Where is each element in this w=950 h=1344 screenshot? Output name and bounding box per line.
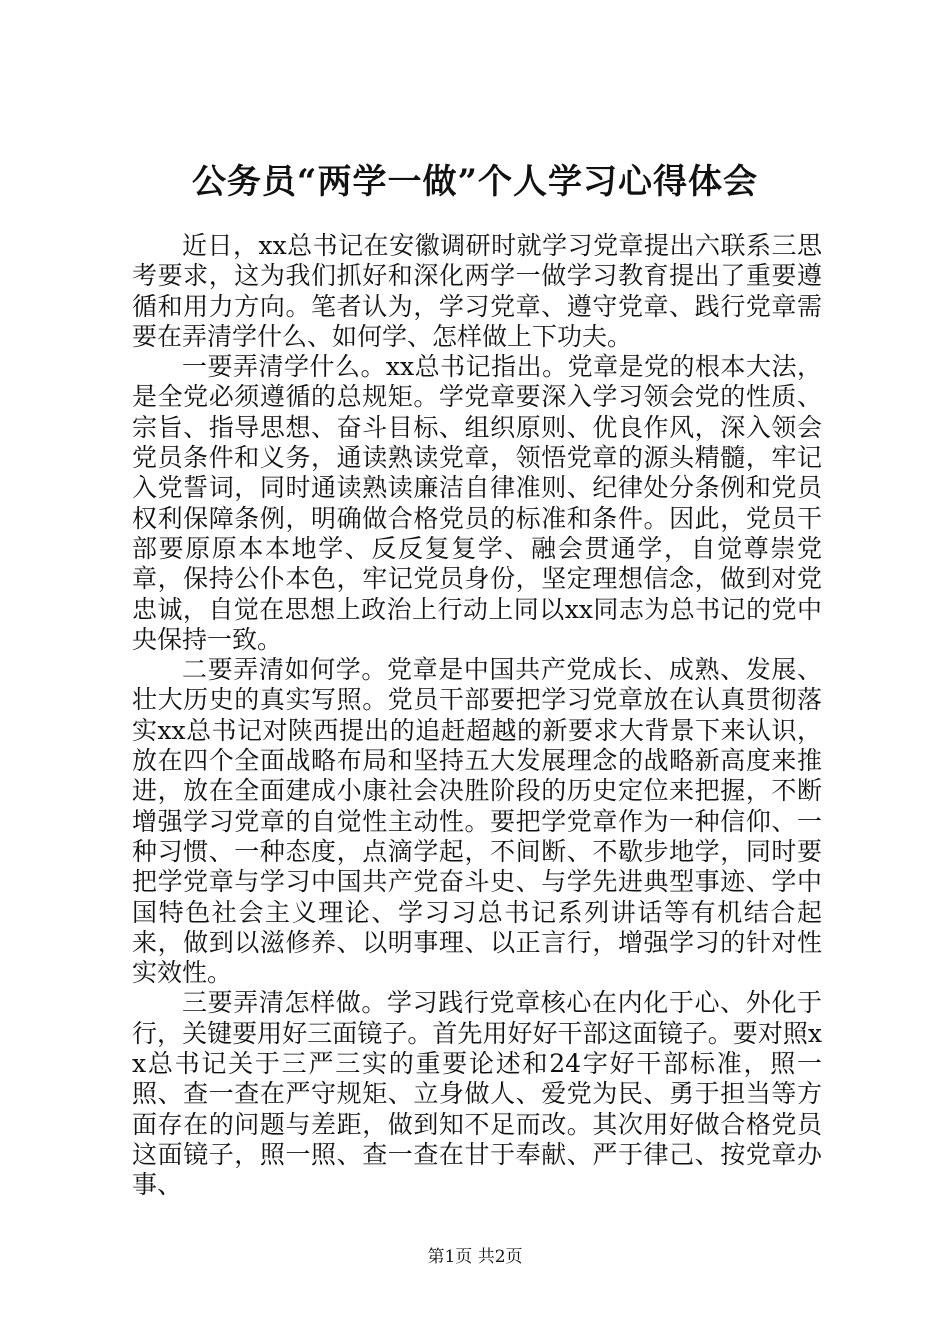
paragraph-what-to-learn: 一要弄清学什么。xx总书记指出。党章是党的根本大法，是全党必须遵循的总规矩。学党章要深入学习领会党的性质、宗旨、指导思想、奋斗目标、组织原则、优良作风，深入领会党员条件和义务，通读熟读党章，领悟党章的源头精髓，牢记入党誓词，同时通读熟读廉洁自律准则、纪律处分条例和党员权利保障条例，明确做合格党员的标准和条件。因此，党员干部要原原本本地学、反反复复学、融会贯通学，自觉尊崇党章，保持公仆本色，牢记党员身份，坚定理想信念，做到对党忠诚，自觉在思想上政治上行动上同以xx同志为总书记的党中央保持一致。 — [132, 352, 822, 654]
paragraph-how-to-act: 三要弄清怎样做。学习践行党章核心在内化于心、外化于行，关键要用好三面镜子。首先用好好干部这面镜子。要对照xx总书记关于三严三实的重要论述和24字好干部标准，照一照、查一查在严守规矩、立身做人、爱党为民、勇于担当等方面存在的问题与差距，做到知不足而改。其次用好做合格党员这面镜子，照一照、查一查在甘于奉献、严于律己、按党章办事、 — [132, 988, 822, 1200]
document-title: 公务员“两学一做”个人学习心得体会 — [191, 162, 759, 202]
paragraph-how-to-learn: 二要弄清如何学。党章是中国共产党成长、成熟、发展、壮大历史的真实写照。党员干部要把学习党章放在认真贯彻落实xx总书记对陕西提出的追赶超越的新要求大背景下来认识，放在四个全面战略布局和坚持五大发展理念的战略新高度来推进，放在全面建成小康社会决胜阶段的历史定位来把握，不断增强学习党章的自觉性主动性。要把学党章作为一种信仰、一种习惯、一种态度，点滴学起，不间断、不歇步地学，同时要把学党章与学习中国共产党奋斗史、与学先进典型事迹、学中国特色社会主义理论、学习习总书记系列讲话等有机结合起来，做到以滋修养、以明事理、以正言行，增强学习的针对性实效性。 — [132, 655, 822, 988]
document-body — [132, 231, 822, 1201]
paragraph-intro: 近日，xx总书记在安徽调研时就学习党章提出六联系三思考要求，这为我们抓好和深化两学一做学习教育提出了重要遵循和用力方向。笔者认为，学习党章、遵守党章、践行党章需要在弄清学什么、如何学、怎样做上下功夫。 — [132, 231, 822, 351]
page-footer: 第1页 共2页 — [427, 1247, 523, 1267]
